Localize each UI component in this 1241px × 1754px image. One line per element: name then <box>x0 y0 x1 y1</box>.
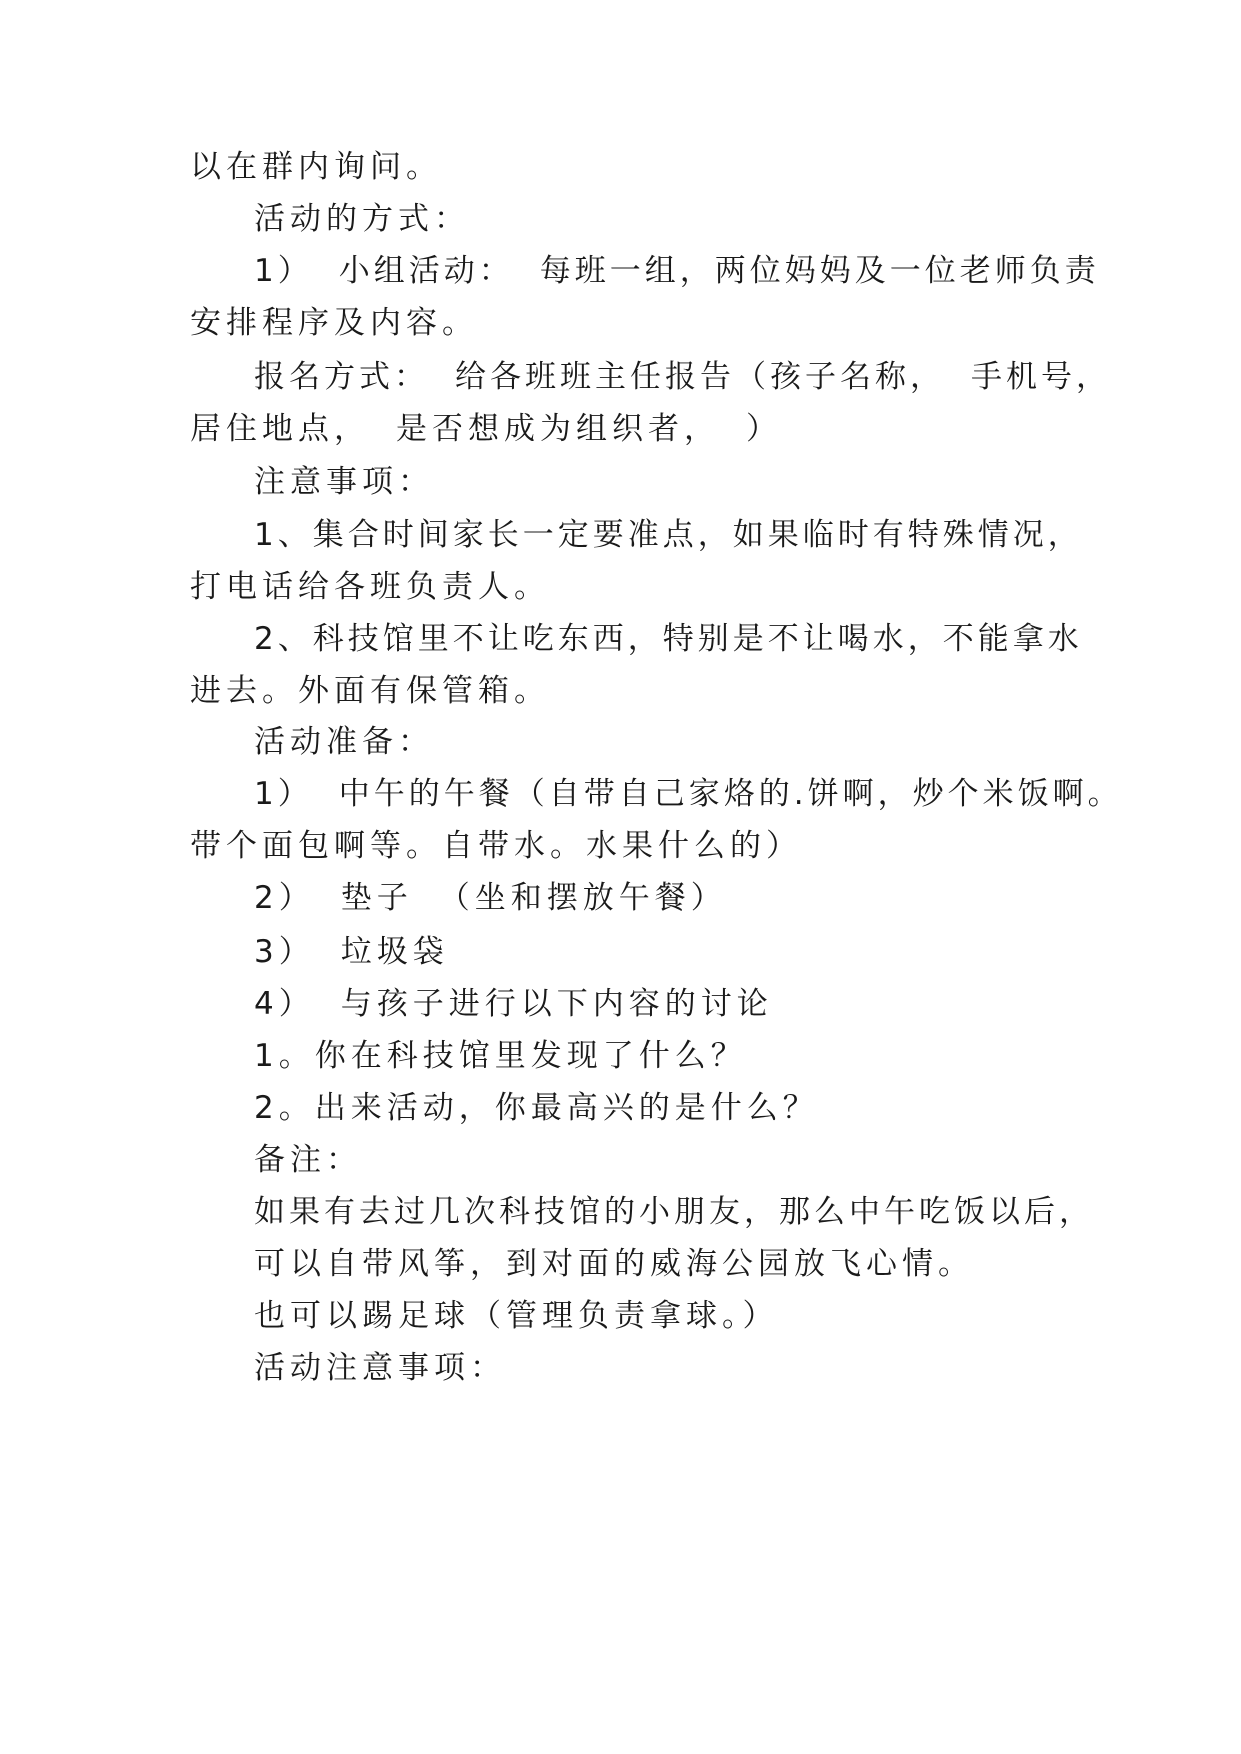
line-text: 手机号， <box>971 359 1111 395</box>
line-text: 每班一组，两位妈妈及一位老师负责 <box>539 253 1100 289</box>
list-item <box>254 1088 819 1128</box>
list-item <box>254 984 773 1024</box>
line-text: 居住地点， <box>190 411 370 447</box>
list-item <box>254 774 1123 814</box>
list-number: 1） <box>254 253 313 289</box>
line-text: 以在群内询问。 <box>190 149 442 185</box>
line-text: 打电话给各班负责人。 <box>190 569 550 605</box>
paragraph-line <box>190 409 782 449</box>
paragraph-line <box>190 671 550 711</box>
line-text: 1。你在科技馆里发现了什么？ <box>254 1038 747 1074</box>
line-text: 注意事项： <box>254 464 434 500</box>
line-text: 与孩子进行以下内容的讨论 <box>340 986 773 1022</box>
paragraph-line <box>254 357 1111 397</box>
line-text: 活动注意事项： <box>254 1350 506 1386</box>
line-text: ） <box>746 411 782 447</box>
paragraph-line <box>254 1192 1094 1232</box>
line-text: 可以自带风筝，到对面的威海公园放飞心情。 <box>254 1246 974 1282</box>
line-text: 2。出来活动，你最高兴的是什么？ <box>254 1090 819 1126</box>
section-heading <box>254 1348 506 1388</box>
line-text: 中午的午餐（自带自己家烙的.饼啊，炒个米饭啊。 <box>338 776 1123 812</box>
line-text: 如果有去过几次科技馆的小朋友，那么中午吃饭以后， <box>254 1194 1094 1230</box>
line-text: 报名方式： <box>254 359 429 395</box>
line-text: 2、科技馆里不让吃东西，特别是不让喝水，不能拿水 <box>254 621 1083 657</box>
line-text: 安排程序及内容。 <box>190 305 478 341</box>
line-text: 也可以踢足球（管理负责拿球。） <box>254 1298 779 1334</box>
list-item <box>254 515 1083 555</box>
list-item <box>254 932 449 972</box>
line-text: 给各班班主任报告（孩子名称， <box>455 359 945 395</box>
paragraph-line <box>190 303 478 343</box>
line-text: 垃圾袋 <box>340 934 449 970</box>
section-heading <box>254 462 434 502</box>
section-heading <box>254 1140 362 1180</box>
paragraph-line <box>190 147 442 187</box>
section-heading <box>254 199 470 239</box>
paragraph-line <box>190 826 802 866</box>
line-text: 小组活动： <box>338 253 514 289</box>
line-text: 是否想成为组织者， <box>396 411 720 447</box>
line-text: 活动准备： <box>254 724 434 760</box>
list-number: 3） <box>254 934 315 970</box>
paragraph-line <box>190 567 550 607</box>
list-number: 1） <box>254 776 313 812</box>
line-text: 活动的方式： <box>254 201 470 237</box>
paragraph-line <box>254 1244 974 1284</box>
line-text: 1、集合时间家长一定要准点，如果临时有特殊情况， <box>254 517 1083 553</box>
line-text: （坐和摆放午餐） <box>438 880 727 916</box>
section-heading <box>254 722 434 762</box>
list-number: 4） <box>254 986 315 1022</box>
line-text: 垫子 <box>340 880 413 916</box>
list-item <box>254 878 727 918</box>
list-item <box>254 251 1100 291</box>
list-item <box>254 1036 747 1076</box>
line-text: 进去。外面有保管箱。 <box>190 673 550 709</box>
list-item <box>254 619 1083 659</box>
line-text: 带个面包啊等。自带水。水果什么的） <box>190 828 802 864</box>
paragraph-line <box>254 1296 779 1336</box>
list-number: 2） <box>254 880 315 916</box>
line-text: 备注： <box>254 1142 362 1178</box>
